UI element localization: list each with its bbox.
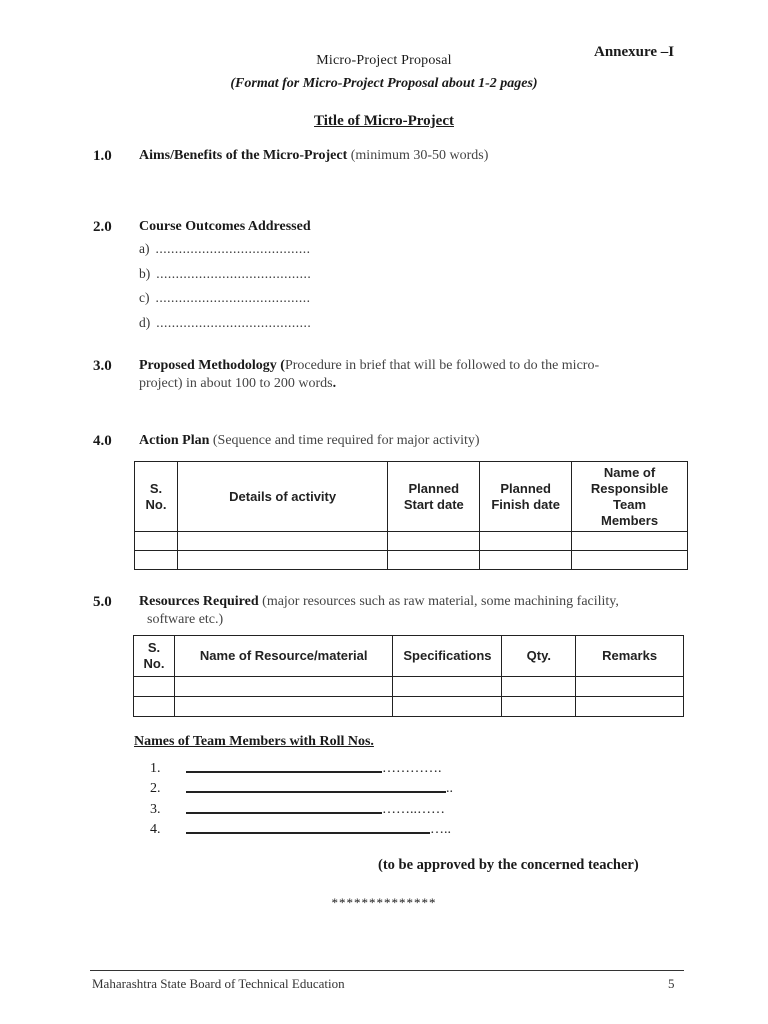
table-cell[interactable] — [174, 677, 393, 697]
name-line[interactable] — [186, 810, 382, 814]
table-cell[interactable] — [388, 551, 480, 570]
table-cell[interactable] — [177, 551, 387, 570]
section-2-heading: Course Outcomes Addressed — [139, 219, 311, 234]
resource-header-specifications: Specifications — [393, 636, 502, 677]
table-cell[interactable] — [393, 697, 502, 717]
table-cell[interactable] — [572, 532, 688, 551]
table-cell[interactable] — [135, 532, 178, 551]
table-cell[interactable] — [134, 697, 175, 717]
approval-note: (to be approved by the concerned teacher) — [378, 857, 639, 873]
name-line[interactable] — [186, 769, 382, 773]
section-1-note: (minimum 30-50 words) — [347, 148, 489, 163]
section-4-text: Action Plan (Sequence and time required for major activity) — [139, 433, 480, 448]
footer-divider — [90, 970, 684, 971]
team-members-heading: Names of Team Members with Roll Nos. — [134, 734, 374, 749]
list-item: 4. ….. — [150, 822, 451, 837]
table-cell[interactable] — [480, 551, 572, 570]
name-line[interactable] — [186, 789, 446, 793]
document-subtitle: (Format for Micro-Project Proposal about 1-2 pages) — [230, 76, 538, 91]
table-row — [135, 551, 688, 570]
section-5-number: 5.0 — [93, 594, 112, 610]
list-item: 1. …………. — [150, 760, 442, 776]
action-header-finish: Planned Finish date — [480, 462, 572, 532]
table-row — [134, 697, 684, 717]
table-cell[interactable] — [576, 677, 684, 697]
table-cell[interactable] — [480, 532, 572, 551]
section-1-heading: Aims/Benefits of the Micro-Project — [139, 148, 348, 163]
footer-organization: Maharashtra State Board of Technical Education — [92, 976, 345, 991]
table-row — [135, 532, 688, 551]
resource-header-remarks: Remarks — [576, 636, 684, 677]
section-4-number: 4.0 — [93, 433, 112, 449]
table-cell[interactable] — [572, 551, 688, 570]
outcome-item-c: c) ........................................ — [139, 290, 311, 305]
resource-header-sno: S. No. — [134, 636, 175, 677]
action-header-sno: S. No. — [135, 462, 178, 532]
outcome-item-a: a) ........................................ — [139, 241, 311, 256]
action-header-details: Details of activity — [177, 462, 387, 532]
table-cell[interactable] — [502, 697, 576, 717]
table-cell[interactable] — [134, 677, 175, 697]
table-cell[interactable] — [177, 532, 387, 551]
section-3-text: Proposed Methodology (Procedure in brief that will be followed to do the micro- — [139, 358, 600, 373]
outcome-item-b: b) ........................................ — [139, 266, 312, 281]
list-item: 3. ……..…… — [150, 801, 445, 817]
resources-table — [133, 635, 684, 717]
table-cell[interactable] — [502, 677, 576, 697]
action-header-responsible: Name of Responsible Team Members — [572, 462, 688, 532]
action-plan-table — [134, 461, 688, 570]
section-5-text: Resources Required (major resources such as raw material, some machining facility, — [139, 594, 619, 609]
section-1-number: 1.0 — [93, 148, 112, 164]
end-separator: ************** — [331, 895, 437, 910]
team-members-list — [150, 756, 453, 838]
section-5-text-line2: software etc.) — [147, 612, 224, 627]
table-cell[interactable] — [174, 697, 393, 717]
resource-header-name: Name of Resource/material — [174, 636, 393, 677]
section-2-number: 2.0 — [93, 219, 112, 235]
name-line[interactable] — [186, 830, 430, 834]
section-3-number: 3.0 — [93, 358, 112, 374]
page-number: 5 — [668, 976, 675, 991]
table-row — [134, 677, 684, 697]
table-cell[interactable] — [388, 532, 480, 551]
table-cell[interactable] — [393, 677, 502, 697]
section-3-text-line2: project) in about 100 to 200 words. — [139, 376, 337, 391]
resource-header-qty: Qty. — [502, 636, 576, 677]
action-header-start: Planned Start date — [388, 462, 480, 532]
list-item: 2. .. — [150, 781, 453, 796]
table-cell[interactable] — [135, 551, 178, 570]
table-cell[interactable] — [576, 697, 684, 717]
outcome-item-d: d) ........................................ — [139, 315, 312, 330]
document-title: Micro-Project Proposal — [316, 53, 452, 68]
section-1-text — [139, 148, 488, 164]
annexure-label: Annexure –I — [594, 44, 675, 60]
project-title-label: Title of Micro-Project — [314, 113, 454, 129]
